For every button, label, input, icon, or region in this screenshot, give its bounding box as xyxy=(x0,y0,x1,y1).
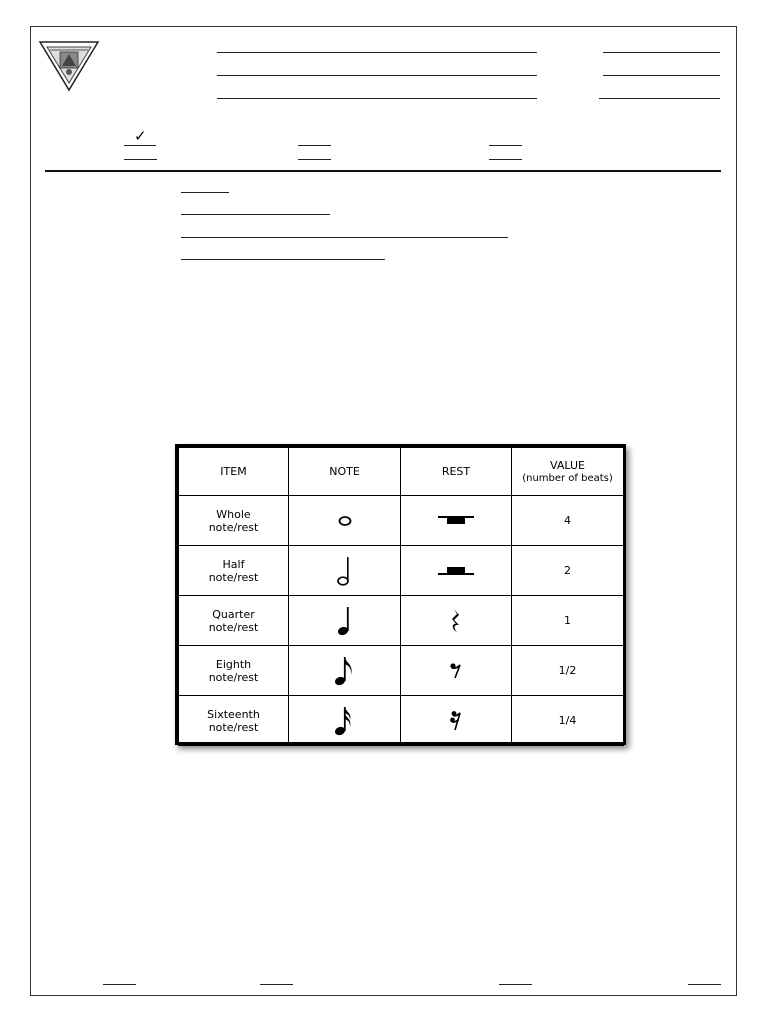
rest-cell xyxy=(401,646,512,696)
eighth-rest-icon xyxy=(449,662,463,680)
header-blank-line[interactable] xyxy=(217,52,537,53)
table-row xyxy=(179,696,624,746)
item-name: Whole xyxy=(216,507,251,521)
short-blank-line[interactable] xyxy=(124,159,157,160)
value-cell: 4 xyxy=(512,496,624,546)
note-values-table xyxy=(175,444,626,745)
item-name: Half xyxy=(222,557,245,571)
body-blank-line[interactable] xyxy=(181,214,330,215)
item-cell xyxy=(179,596,289,646)
item-suffix: note/rest xyxy=(208,720,259,734)
quarter-note-icon xyxy=(335,605,355,637)
header-blank-line[interactable] xyxy=(603,52,720,53)
rest-cell xyxy=(401,496,512,546)
item-cell xyxy=(179,696,289,746)
quarter-rest-icon xyxy=(449,607,463,635)
column-header-value xyxy=(512,448,624,496)
table-row xyxy=(179,596,624,646)
column-header-rest: REST xyxy=(401,448,512,496)
short-blank-line[interactable] xyxy=(298,159,331,160)
note-cell xyxy=(289,596,401,646)
table-row xyxy=(179,496,624,546)
table-row xyxy=(179,546,624,596)
sixteenth-note-icon xyxy=(332,705,358,737)
item-name: Eighth xyxy=(215,657,252,671)
rest-cell xyxy=(401,546,512,596)
whole-note-icon xyxy=(335,514,355,528)
checkmark-icon: ✓ xyxy=(134,127,147,145)
item-cell xyxy=(179,646,289,696)
half-note-icon xyxy=(335,555,355,587)
short-blank-line[interactable] xyxy=(124,145,156,146)
value-cell: 1/4 xyxy=(512,696,624,746)
eighth-note-icon xyxy=(332,655,358,687)
item-suffix: note/rest xyxy=(208,620,259,634)
table-row xyxy=(179,646,624,696)
school-seal-logo xyxy=(38,40,100,92)
table-header-row xyxy=(179,448,624,496)
column-header-note: NOTE xyxy=(289,448,401,496)
item-suffix: note/rest xyxy=(208,670,259,684)
note-cell xyxy=(289,696,401,746)
header-divider xyxy=(45,170,721,172)
item-suffix: note/rest xyxy=(208,520,259,534)
sixteenth-rest-icon xyxy=(449,710,463,732)
body-blank-line[interactable] xyxy=(181,259,385,260)
rest-cell xyxy=(401,596,512,646)
note-cell xyxy=(289,546,401,596)
body-blank-line[interactable] xyxy=(181,192,229,193)
half-rest-icon xyxy=(436,564,476,578)
footer-blank-line[interactable] xyxy=(688,984,721,985)
value-header-label: VALUE xyxy=(550,458,585,472)
header-blank-line[interactable] xyxy=(217,98,537,99)
footer-blank-line[interactable] xyxy=(499,984,532,985)
note-cell xyxy=(289,496,401,546)
item-cell xyxy=(179,496,289,546)
short-blank-line[interactable] xyxy=(489,145,522,146)
header-blank-line[interactable] xyxy=(603,75,720,76)
footer-blank-line[interactable] xyxy=(260,984,293,985)
item-name: Quarter xyxy=(212,607,255,621)
footer-blank-line[interactable] xyxy=(103,984,136,985)
rest-cell xyxy=(401,696,512,746)
whole-rest-icon xyxy=(436,514,476,528)
body-blank-line[interactable] xyxy=(181,237,508,238)
value-cell: 1 xyxy=(512,596,624,646)
value-header-sublabel: (number of beats) xyxy=(522,472,613,484)
item-name: Sixteenth xyxy=(207,707,260,721)
header-blank-line[interactable] xyxy=(217,75,537,76)
header-blank-line[interactable] xyxy=(599,98,720,99)
short-blank-line[interactable] xyxy=(489,159,522,160)
value-cell: 2 xyxy=(512,546,624,596)
value-cell: 1/2 xyxy=(512,646,624,696)
short-blank-line[interactable] xyxy=(298,145,331,146)
item-suffix: note/rest xyxy=(208,570,259,584)
column-header-item: ITEM xyxy=(179,448,289,496)
item-cell xyxy=(179,546,289,596)
note-cell xyxy=(289,646,401,696)
